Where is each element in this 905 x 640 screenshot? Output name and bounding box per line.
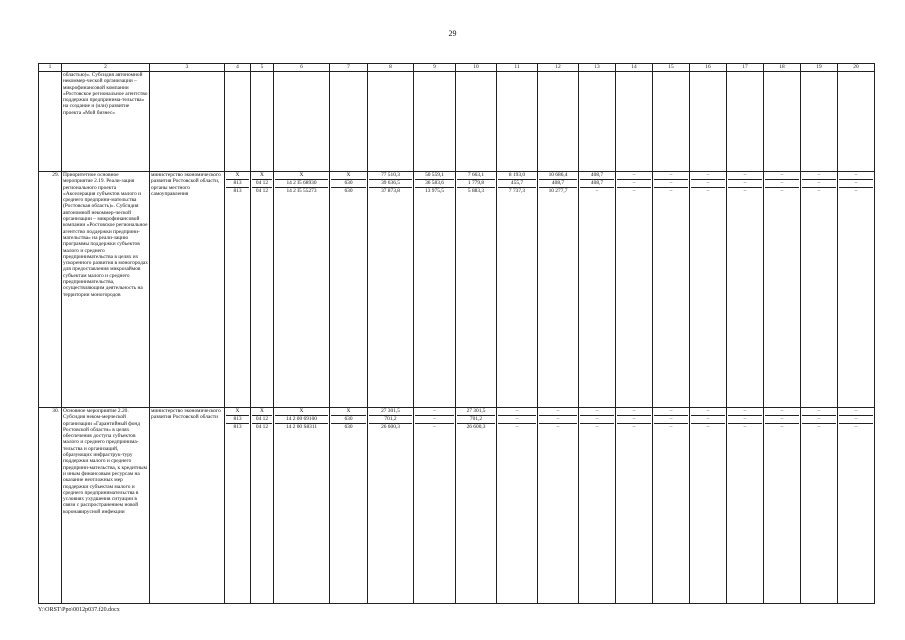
page-number: 29 (448, 29, 457, 38)
value-cell (456, 172, 497, 408)
value-cell (497, 172, 538, 408)
value-line: – (765, 408, 799, 416)
value-line: 1 779,8 (457, 180, 495, 188)
value-line: – (839, 408, 873, 416)
value-cell (538, 172, 579, 408)
document-footer-path: Y:\ORST\Ppo\0012p037.f20.docx (38, 607, 120, 613)
value-line: 813 (233, 187, 242, 194)
column-header: 15 (653, 64, 690, 72)
row-index (39, 72, 62, 172)
value-line: – (415, 408, 454, 416)
column-header: 14 (616, 64, 653, 72)
value-line: – (617, 172, 651, 180)
value-line: 10 277,7 (548, 187, 568, 194)
value-line: – (728, 408, 762, 416)
column-header: 12 (538, 64, 579, 72)
value-line: – (498, 408, 536, 416)
value-line: 630 (344, 187, 353, 194)
value-line: – (595, 187, 599, 194)
value-line: 813 (226, 416, 249, 424)
value-line: – (817, 423, 821, 430)
cell (764, 72, 801, 172)
value-line: – (817, 187, 821, 194)
value-line: – (580, 416, 614, 424)
cell (497, 72, 538, 172)
value-line: 630 (331, 416, 366, 424)
cell (727, 72, 764, 172)
value-cell (456, 408, 497, 604)
value-line: – (632, 187, 636, 194)
cell (690, 72, 727, 172)
value-cell (764, 172, 801, 408)
value-line: – (669, 187, 673, 194)
value-line: – (654, 172, 688, 180)
value-line: – (743, 187, 747, 194)
value-cell (690, 408, 727, 604)
value-line: – (706, 187, 710, 194)
value-line: 27 301,5 (457, 408, 495, 416)
value-cell (838, 408, 875, 604)
column-header: 8 (368, 64, 414, 72)
value-cell (225, 408, 251, 604)
value-cell (690, 172, 727, 408)
value-cell (616, 408, 653, 604)
value-line: – (780, 423, 784, 430)
value-line: 813 (226, 180, 249, 188)
value-cell (616, 172, 653, 408)
value-line: Х (226, 172, 249, 180)
value-line: 26 600,3 (466, 423, 486, 430)
column-header: 16 (690, 64, 727, 72)
value-cell (579, 172, 616, 408)
value-cell (251, 408, 274, 604)
value-line: 630 (344, 423, 353, 430)
value-line: 701,2 (457, 416, 495, 424)
value-line: – (415, 416, 454, 424)
value-line: – (498, 416, 536, 424)
value-line: – (654, 408, 688, 416)
value-line: – (617, 416, 651, 424)
value-line: Х (275, 408, 328, 416)
value-line: 7 737,3 (508, 187, 526, 194)
value-cell (727, 408, 764, 604)
table-row (39, 72, 875, 172)
value-cell (414, 408, 456, 604)
value-cell (764, 408, 801, 604)
row-executor (150, 72, 225, 172)
cell (274, 72, 330, 172)
value-line: Х (275, 172, 328, 180)
value-line: Х (252, 408, 272, 416)
value-line: – (556, 423, 560, 430)
row-description: Основное мероприятие 2.20. Субсидия неком-мерческой организации «Гарантийный фонд Ростовской области» в целях обеспечения доступа субъектов малого и среднего предпринима-тельства и организаций, образующих инфраструк-туру поддержки малого и среднего предприни-мательства, к кредитным и иным финансовым ресурсам на оказание неотложных мер поддержки субъектам малого и среднего предпринимательства в условиях ухудшения ситуации в связи с распространением новой коронавирусной инфекции (62, 408, 150, 604)
value-line: – (728, 172, 762, 180)
column-header: 13 (579, 64, 616, 72)
table-row (39, 172, 875, 408)
value-line: 50 559,1 (415, 172, 454, 180)
table-row (39, 408, 875, 604)
value-line: 36 583,6 (415, 180, 454, 188)
cell (368, 72, 414, 172)
value-line: – (802, 180, 836, 188)
value-line: – (433, 423, 436, 430)
value-line: Х (331, 172, 366, 180)
value-line: Х (252, 172, 272, 180)
column-header: 2 (62, 64, 150, 72)
value-line: – (654, 180, 688, 188)
cell (616, 72, 653, 172)
value-cell (727, 172, 764, 408)
value-line: – (728, 180, 762, 188)
value-line: – (839, 416, 873, 424)
value-line: 39 636,5 (369, 180, 412, 188)
value-line: – (706, 423, 710, 430)
value-line: 04 12 (252, 416, 272, 424)
column-header: 5 (251, 64, 274, 72)
value-line: – (765, 180, 799, 188)
value-line: 04 12 (252, 180, 272, 188)
value-line: – (515, 423, 519, 430)
value-line: 701,2 (369, 416, 412, 424)
value-line: – (802, 416, 836, 424)
value-line: – (539, 408, 577, 416)
value-line: 630 (331, 180, 366, 188)
value-line: 26 600,3 (381, 423, 400, 430)
value-line: – (539, 416, 577, 424)
value-line: Х (226, 408, 249, 416)
value-line: – (765, 172, 799, 180)
value-cell (368, 408, 414, 604)
value-line: – (691, 180, 725, 188)
value-line: 27 301,5 (369, 408, 412, 416)
value-line: 7 663,1 (457, 172, 495, 180)
column-header: 19 (801, 64, 838, 72)
row-executor: министерство экономического развития Ростовской области (150, 408, 225, 604)
cell (330, 72, 368, 172)
value-line: 14 2 I5 55273 (286, 187, 317, 194)
value-line: – (780, 187, 784, 194)
cell (579, 72, 616, 172)
value-cell (330, 408, 368, 604)
value-cell (538, 408, 579, 604)
row-description: Приоритетное основное мероприятие 2.19. Реали-зация регионального проекта «Акселерация субъектов малого и среднего предприни-мательства (Ростовская область)». Субсидия автономной некоммер-ческой организации – микрофинансовой компании «Ростовское региональное агентство поддержки предприни-мательства» на реали-зацию программы поддержки субъектов малого и среднего предпринимательства в целях их ускоренного развития в моногородах для предоставления микрозаймов субъектам малого и среднего предпринимательства, осуществляющим деятельность на территории моногородов (62, 172, 150, 408)
value-cell (497, 408, 538, 604)
value-cell (368, 172, 414, 408)
cell (225, 72, 251, 172)
header-row (39, 64, 875, 72)
value-line: – (728, 416, 762, 424)
value-line: 04 12 (255, 187, 269, 194)
value-line: 14 2 00 69100 (275, 416, 328, 424)
value-line: 14 2 I5 68930 (275, 180, 328, 188)
column-header: 3 (150, 64, 225, 72)
value-cell (801, 408, 838, 604)
value-line: – (802, 408, 836, 416)
table-body (39, 64, 875, 604)
column-header: 10 (456, 64, 497, 72)
column-header: 20 (838, 64, 875, 72)
value-line: – (580, 408, 614, 416)
value-cell (274, 172, 330, 408)
column-header: 4 (225, 64, 251, 72)
cell (414, 72, 456, 172)
value-cell (330, 172, 368, 408)
value-line: 04 12 (255, 423, 269, 430)
value-line: 408,7 (539, 180, 577, 188)
value-line: – (691, 172, 725, 180)
column-header: 18 (764, 64, 801, 72)
budget-table (38, 63, 875, 604)
value-line: 408,7 (580, 172, 614, 180)
value-line: 5 883,3 (467, 187, 485, 194)
column-header: 9 (414, 64, 456, 72)
cell (456, 72, 497, 172)
cell (538, 72, 579, 172)
value-line: – (802, 172, 836, 180)
value-line: – (617, 180, 651, 188)
value-line: – (765, 416, 799, 424)
value-cell (653, 408, 690, 604)
value-cell (274, 408, 330, 604)
value-line: 37 873,8 (381, 187, 400, 194)
value-cell (251, 172, 274, 408)
row-executor: министерство экономического развития Ростовской области, органы местного самоуправления (150, 172, 225, 408)
value-line: 8 193,0 (498, 172, 536, 180)
value-cell (579, 408, 616, 604)
value-line: 813 (233, 423, 242, 430)
value-line: – (839, 180, 873, 188)
column-header: 17 (727, 64, 764, 72)
value-cell (414, 172, 456, 408)
value-line: – (839, 172, 873, 180)
value-line: 10 686,4 (539, 172, 577, 180)
value-line: – (854, 423, 858, 430)
row-index: 29. (39, 172, 62, 408)
value-line: 77 510,3 (369, 172, 412, 180)
value-line: 14 2 00 S8311 (285, 423, 318, 430)
value-line: – (743, 423, 747, 430)
column-header: 7 (330, 64, 368, 72)
value-cell (801, 172, 838, 408)
cell (653, 72, 690, 172)
row-index: 30. (39, 408, 62, 604)
column-header: 6 (274, 64, 330, 72)
value-line: 408,7 (580, 180, 614, 188)
value-line: – (595, 423, 599, 430)
value-line: – (617, 408, 651, 416)
row-description: областью)». Субсидия автономной некоммер-ческой организации – микрофинансовой компании «Ростовское региональное агентство поддержки предпринима-тельства» на создание и (или) развитие проекта «Мой бизнес» (62, 72, 150, 172)
cell (838, 72, 875, 172)
value-line: 13 975,5 (425, 187, 444, 194)
value-line: – (854, 187, 858, 194)
cell (251, 72, 274, 172)
value-cell (225, 172, 251, 408)
value-line: – (691, 416, 725, 424)
value-cell (653, 172, 690, 408)
cell (801, 72, 838, 172)
value-line: – (669, 423, 673, 430)
value-line: 455,7 (498, 180, 536, 188)
value-line: – (632, 423, 636, 430)
value-line: – (691, 408, 725, 416)
value-line: Х (331, 408, 366, 416)
column-header: 1 (39, 64, 62, 72)
value-cell (838, 172, 875, 408)
column-header: 11 (497, 64, 538, 72)
value-line: – (654, 416, 688, 424)
